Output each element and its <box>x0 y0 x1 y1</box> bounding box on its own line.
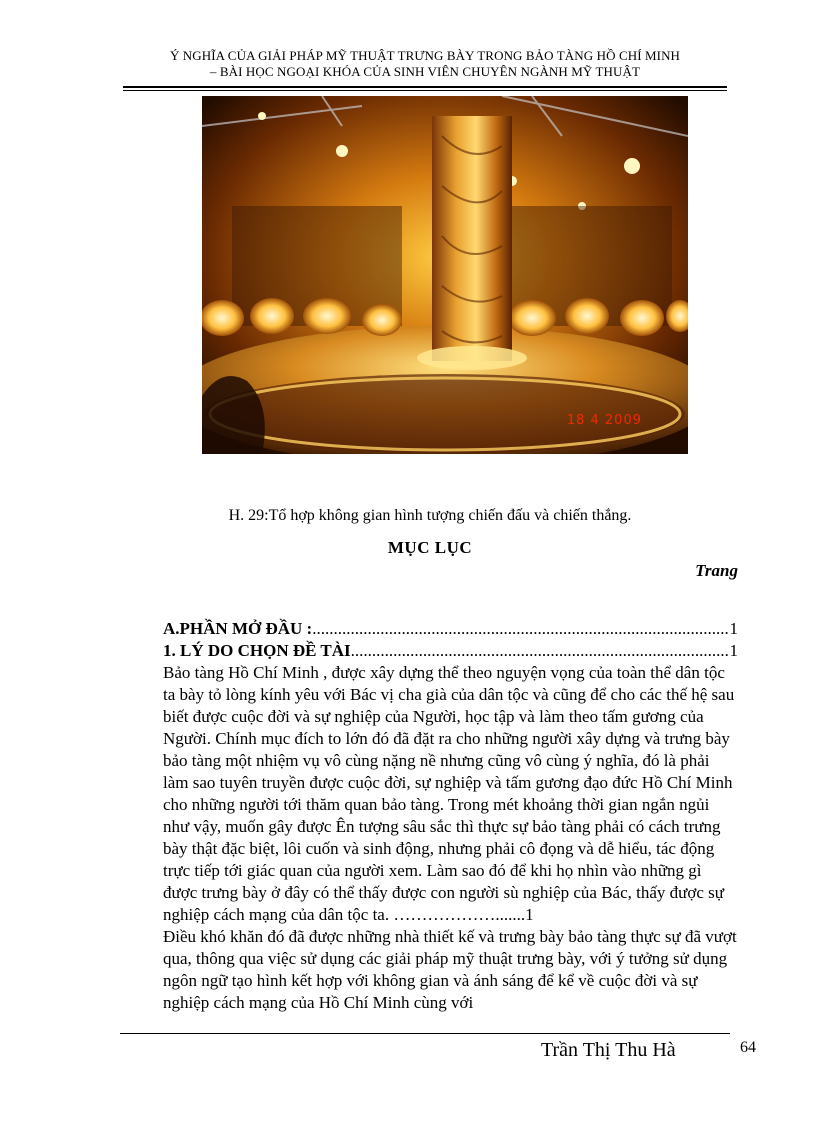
body-paragraph-1 <box>163 662 738 926</box>
running-header <box>120 48 730 80</box>
paragraph-1-text: Bảo tàng Hồ Chí Minh , được xây dựng thể theo nguyện vọng của toàn thể dân tộc ta bày tỏ lòng kính yêu với Bác vị cha già của dân tộc và cũng để cho các thế hệ sau biết được cuộc đời và sự nghiệp của Người, học tập và làm theo tấm gương của Người. Chính mục đích to lớn đó đã đặt ra cho những người xây dựng và trưng bày bảo tàng một nhiệm vụ vô cùng nặng nề nhưng cũng vô cùng ý nghĩa, đó là phải làm sao tuyên truyền được cuộc đời, sự nghiệp và tấm gương đạo đức Hồ Chí Minh cho những người tới thăm quan bảo tàng. Trong mét khoảng thời gian ngắn ngủi như vậy, muốn gây được Ên tượng sâu sắc thì thực sự bảo tàng phải có cách trưng bày thật đặc biệt, lôi cuốn và sinh động, nhưng phải cô đọng và dễ hiểu, tác động trực tiếp tới giác quan của người xem. Làm sao đó để khi họ nhìn vào những gì được trưng bày ở đây có thể thấy được con người sù nghiệp của Bác, thấy được sự nghiệp cách mạng của dân tộc ta. ………………....... <box>163 663 735 924</box>
body-paragraph-2: Điều khó khăn đó đã được những nhà thiết kế và trưng bày bảo tàng thực sự đã vượt qua, thông qua việc sử dụng các giải pháp mỹ thuật trưng bày, với ý tưởng sử dụng ngôn ngữ tạo hình kết hợp với không gian và ánh sáng để kể về cuộc đời và sự nghiệp cách mạng của Hồ Chí Minh cùng với <box>163 927 737 1012</box>
photo-date-stamp: 18 4 2009 <box>566 413 642 428</box>
toc-entry-label: 1. LÝ DO CHỌN ĐỀ TÀI <box>163 641 351 660</box>
footer-page-number: 64 <box>740 1039 756 1056</box>
museum-photo <box>202 96 688 454</box>
header-line-2: – BÀI HỌC NGOẠI KHÓA CỦA SINH VIÊN CHUYÊN NGÀNH MỸ THUẬT <box>209 64 641 79</box>
toc-page-header: Trang <box>695 561 738 580</box>
paragraph-1-page: 1 <box>525 905 534 924</box>
toc-entry-reason <box>163 640 738 662</box>
toc-entry-page: 1 <box>729 641 738 660</box>
museum-photo-illustration <box>202 96 688 454</box>
toc-leader-dots <box>351 640 729 662</box>
toc-entry-page: 1 <box>729 619 738 638</box>
toc-leader-dots <box>312 618 728 640</box>
table-of-contents <box>163 618 738 1014</box>
footer-rule <box>120 1033 730 1034</box>
header-rule-thin <box>123 90 727 91</box>
toc-entry-label: A.PHẦN MỞ ĐẦU : <box>163 619 313 638</box>
figure-caption: H. 29:Tổ hợp không gian hình tượng chiến đấu và chiến thắng. <box>228 507 632 524</box>
toc-title: MỤC LỤC <box>387 538 473 557</box>
header-line-1: Ý NGHĨA CỦA GIẢI PHÁP MỸ THUẬT TRƯNG BÀY TRONG BẢO TÀNG HỒ CHÍ MINH <box>169 48 681 63</box>
toc-entry-intro <box>163 618 738 640</box>
header-rule-thick <box>123 86 727 88</box>
footer-author: Trần Thị Thu Hà <box>541 1039 676 1061</box>
